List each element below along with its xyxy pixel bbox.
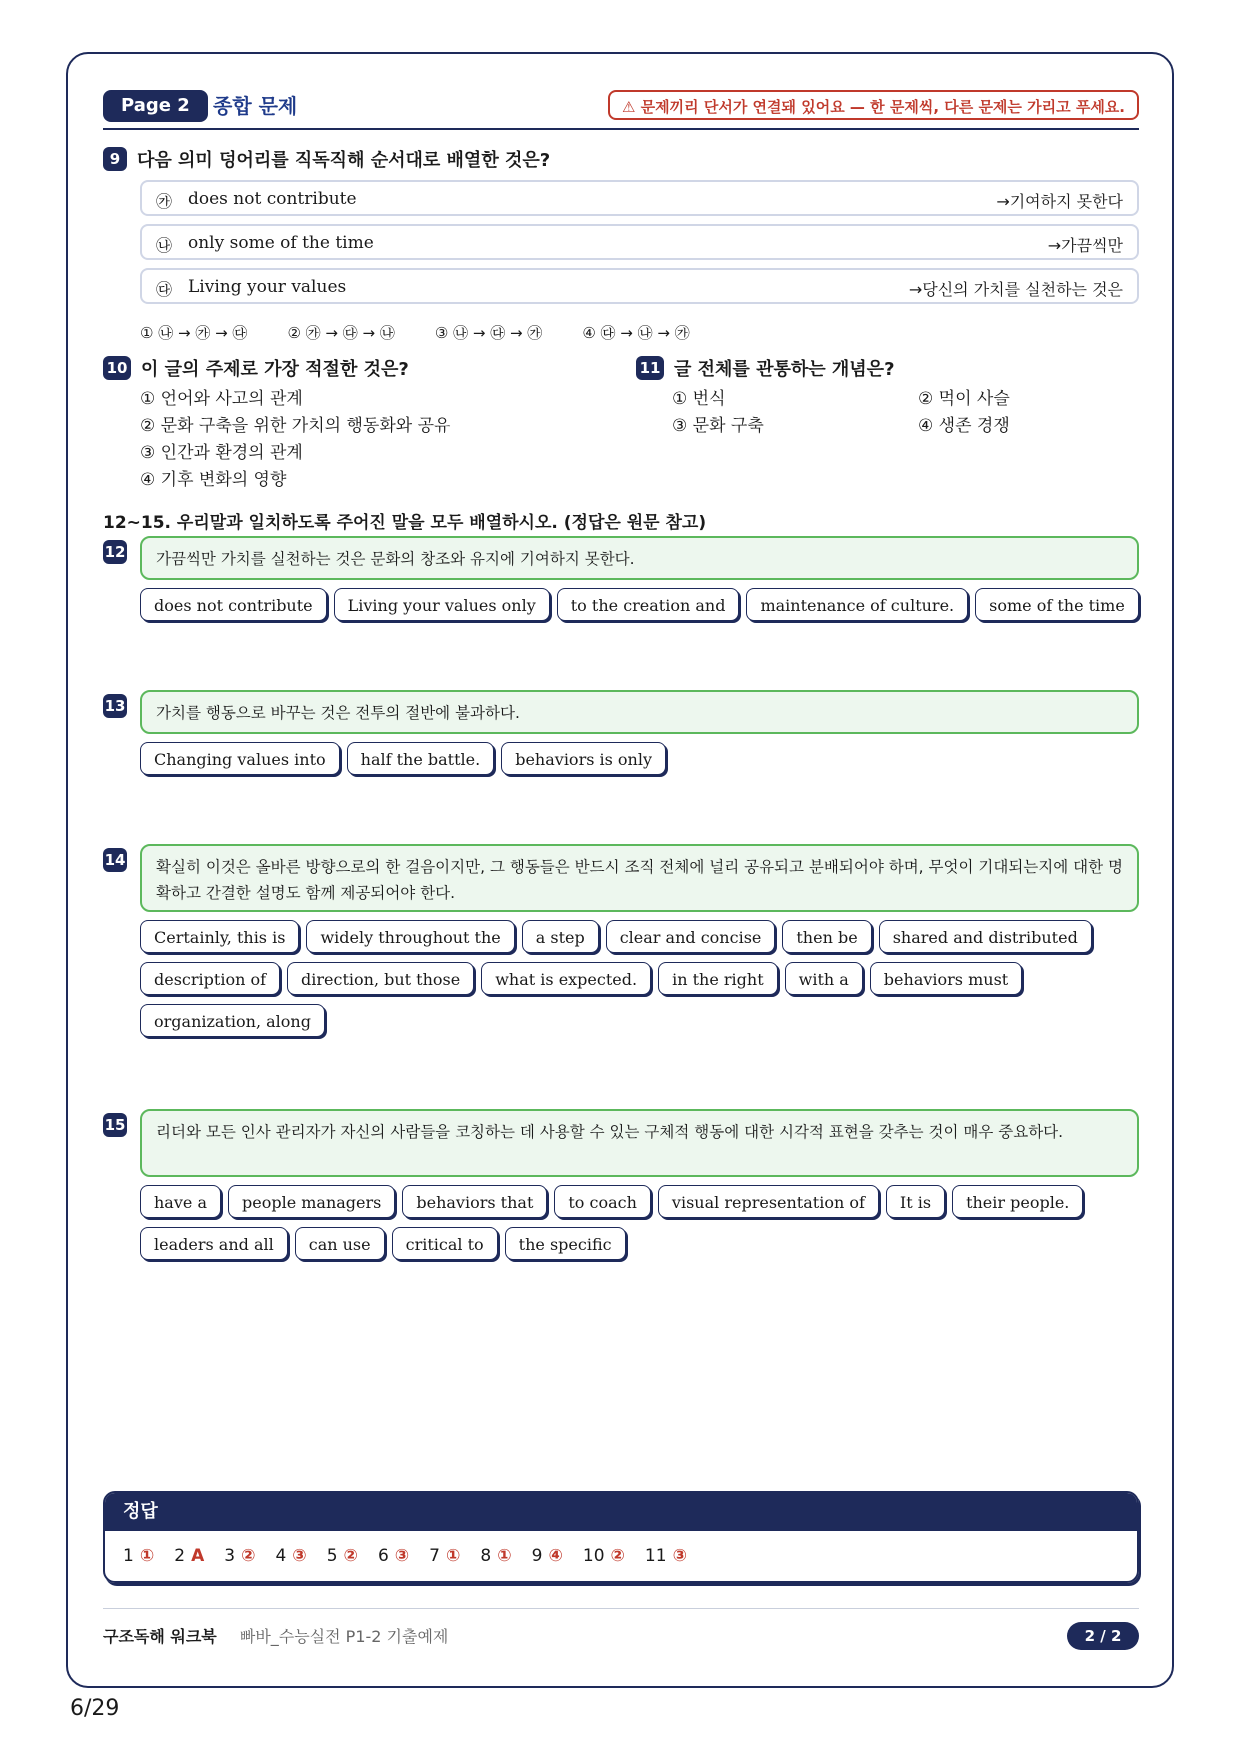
page-title: 종합 문제 — [213, 94, 298, 118]
word-chip[interactable]: behaviors must — [870, 962, 1022, 995]
q10-option-1[interactable]: ① 언어와 사고의 관계 — [140, 389, 303, 409]
word-chip[interactable]: to coach — [554, 1185, 651, 1218]
q9-option-4[interactable]: ④ ㉰ → ㉯ → ㉮ — [582, 324, 690, 342]
word-chip[interactable]: clear and concise — [606, 920, 776, 953]
header-divider — [103, 128, 1139, 130]
word-chip[interactable]: with a — [785, 962, 863, 995]
chunk-symbol: ㉮ — [156, 192, 173, 211]
q11-heading — [636, 355, 895, 381]
word-chip[interactable]: critical to — [392, 1227, 498, 1260]
word-chip[interactable]: have a — [140, 1185, 221, 1218]
word-chip[interactable]: Changing values into — [140, 742, 340, 775]
q11-option-1[interactable]: ① 번식 — [672, 389, 726, 409]
page-badge: Page 2 — [103, 90, 208, 122]
word-chip[interactable]: widely throughout the — [306, 920, 514, 953]
footer-subtitle: 빠바_수능실전 P1-2 기출예제 — [239, 1627, 449, 1646]
answer-key — [103, 1491, 1139, 1583]
word-chip[interactable]: Certainly, this is — [140, 920, 299, 953]
answer-key-title: 정답 — [105, 1493, 1137, 1531]
footer-text — [103, 1624, 448, 1647]
answer-item: 11 ③ — [644, 1546, 687, 1566]
answer-key-row — [105, 1531, 1137, 1581]
q12-number: 12 — [103, 540, 127, 564]
answer-item: 1 ① — [123, 1546, 155, 1566]
q10-option-4[interactable]: ④ 기후 변화의 영향 — [140, 470, 287, 490]
q9-options — [140, 322, 690, 343]
footer-title: 구조독해 워크북 — [103, 1627, 217, 1646]
word-chip[interactable]: the specific — [505, 1227, 626, 1260]
answer-item: 2 A — [174, 1546, 205, 1566]
word-chip[interactable]: maintenance of culture. — [746, 588, 968, 621]
q11-number: 11 — [636, 356, 664, 380]
answer-item: 7 ① — [429, 1546, 461, 1566]
chunk-symbol: ㉰ — [156, 280, 173, 299]
answer-item: 5 ② — [326, 1546, 358, 1566]
q10-heading — [103, 355, 409, 381]
word-chip[interactable]: then be — [782, 920, 871, 953]
footer-page-badge: 2 / 2 — [1067, 1622, 1139, 1650]
q12-korean-box: 가끔씩만 가치를 실천하는 것은 문화의 창조와 유지에 기여하지 못한다. — [140, 536, 1139, 580]
word-chip[interactable]: Living your values only — [334, 588, 550, 621]
word-chip[interactable]: behaviors that — [402, 1185, 547, 1218]
q10-options — [140, 386, 450, 494]
word-chip[interactable]: people managers — [228, 1185, 395, 1218]
answer-item: 4 ③ — [275, 1546, 307, 1566]
page-header — [103, 90, 1139, 130]
section-title-12-15: 12~15. 우리말과 일치하도록 주어진 말을 모두 배열하시오. (정답은 원문 참고) — [103, 513, 707, 533]
word-chip[interactable]: what is expected. — [481, 962, 651, 995]
q9-chunk-3 — [140, 268, 1139, 304]
q9-option-1[interactable]: ① ㉯ → ㉮ → ㉰ — [140, 324, 248, 342]
chunk-symbol: ㉯ — [156, 236, 173, 255]
chunk-korean: →가끔씩만 — [1047, 236, 1123, 255]
footer-divider — [103, 1608, 1139, 1609]
answer-item: 3 ② — [224, 1546, 256, 1566]
chunk-english: Living your values — [188, 277, 347, 297]
chunk-korean: →당신의 가치를 실천하는 것은 — [908, 280, 1123, 299]
answer-item: 10 ② — [582, 1546, 625, 1566]
word-chip[interactable]: description of — [140, 962, 280, 995]
word-chip[interactable]: behaviors is only — [501, 742, 666, 775]
q13-chips — [140, 742, 1140, 775]
word-chip[interactable]: shared and distributed — [879, 920, 1092, 953]
q11-option-3[interactable]: ③ 문화 구축 — [672, 416, 764, 436]
chunk-english: does not contribute — [188, 189, 357, 209]
q15-number: 15 — [103, 1113, 127, 1137]
word-chip[interactable]: leaders and all — [140, 1227, 288, 1260]
chunk-korean: →기여하지 못한다 — [996, 192, 1123, 211]
q14-korean-box: 확실히 이것은 올바른 방향으로의 한 걸음이지만, 그 행동들은 반드시 조직 전체에 널리 공유되고 분배되어야 하며, 무엇이 기대되는지에 대한 명확하고 간결한 설명도 함께 제공되어야 한다. — [140, 844, 1139, 912]
word-chip[interactable]: to the creation and — [557, 588, 740, 621]
q10-option-3[interactable]: ③ 인간과 환경의 관계 — [140, 443, 303, 463]
word-chip[interactable]: It is — [886, 1185, 945, 1218]
q10-text: 이 글의 주제로 가장 적절한 것은? — [141, 359, 409, 380]
q10-option-2[interactable]: ② 문화 구축을 위한 가치의 행동화와 공유 — [140, 416, 451, 436]
q9-chunk-1 — [140, 180, 1139, 216]
word-chip[interactable]: half the battle. — [347, 742, 495, 775]
answer-item: 6 ③ — [377, 1546, 410, 1566]
word-chip[interactable]: in the right — [658, 962, 778, 995]
q10-number: 10 — [103, 356, 131, 380]
q11-option-4[interactable]: ④ 생존 경쟁 — [918, 416, 1010, 436]
q11-text: 글 전체를 관통하는 개념은? — [674, 359, 895, 380]
q9-chunk-2 — [140, 224, 1139, 260]
chunk-english: only some of the time — [188, 233, 374, 253]
word-chip[interactable]: does not contribute — [140, 588, 327, 621]
q14-number: 14 — [103, 848, 127, 872]
warning-badge: ⚠ 문제끼리 단서가 연결돼 있어요 — 한 문제씩, 다른 문제는 가리고 푸세요. — [608, 90, 1139, 120]
word-chip[interactable]: can use — [295, 1227, 385, 1260]
q15-chips — [140, 1185, 1140, 1260]
q9-option-3[interactable]: ③ ㉯ → ㉰ → ㉮ — [434, 324, 543, 342]
answer-item: 8 ① — [480, 1546, 512, 1566]
q9-text: 다음 의미 덩어리를 직독직해 순서대로 배열한 것은? — [137, 150, 551, 171]
q13-korean-box: 가치를 행동으로 바꾸는 것은 전투의 절반에 불과하다. — [140, 690, 1139, 734]
q9-heading — [103, 146, 550, 172]
q11-option-2[interactable]: ② 먹이 사슬 — [918, 389, 1010, 409]
answer-item: 9 ④ — [531, 1546, 563, 1566]
q9-option-2[interactable]: ② ㉮ → ㉰ → ㉯ — [287, 324, 395, 342]
q15-korean-box: 리더와 모든 인사 관리자가 자신의 사람들을 코칭하는 데 사용할 수 있는 구체적 행동에 대한 시각적 표현을 갖추는 것이 매우 중요하다. — [140, 1109, 1139, 1177]
q12-chips — [140, 588, 1140, 621]
word-chip[interactable]: a step — [522, 920, 599, 953]
q9-number: 9 — [103, 147, 127, 171]
q14-chips — [140, 920, 1140, 1037]
word-chip[interactable]: their people. — [952, 1185, 1083, 1218]
word-chip[interactable]: direction, but those — [287, 962, 474, 995]
word-chip[interactable]: organization, along — [140, 1004, 325, 1037]
word-chip[interactable]: some of the time — [975, 588, 1139, 621]
q13-number: 13 — [103, 694, 127, 718]
page-counter: 6/29 — [70, 1696, 120, 1721]
word-chip[interactable]: visual representation of — [658, 1185, 879, 1218]
